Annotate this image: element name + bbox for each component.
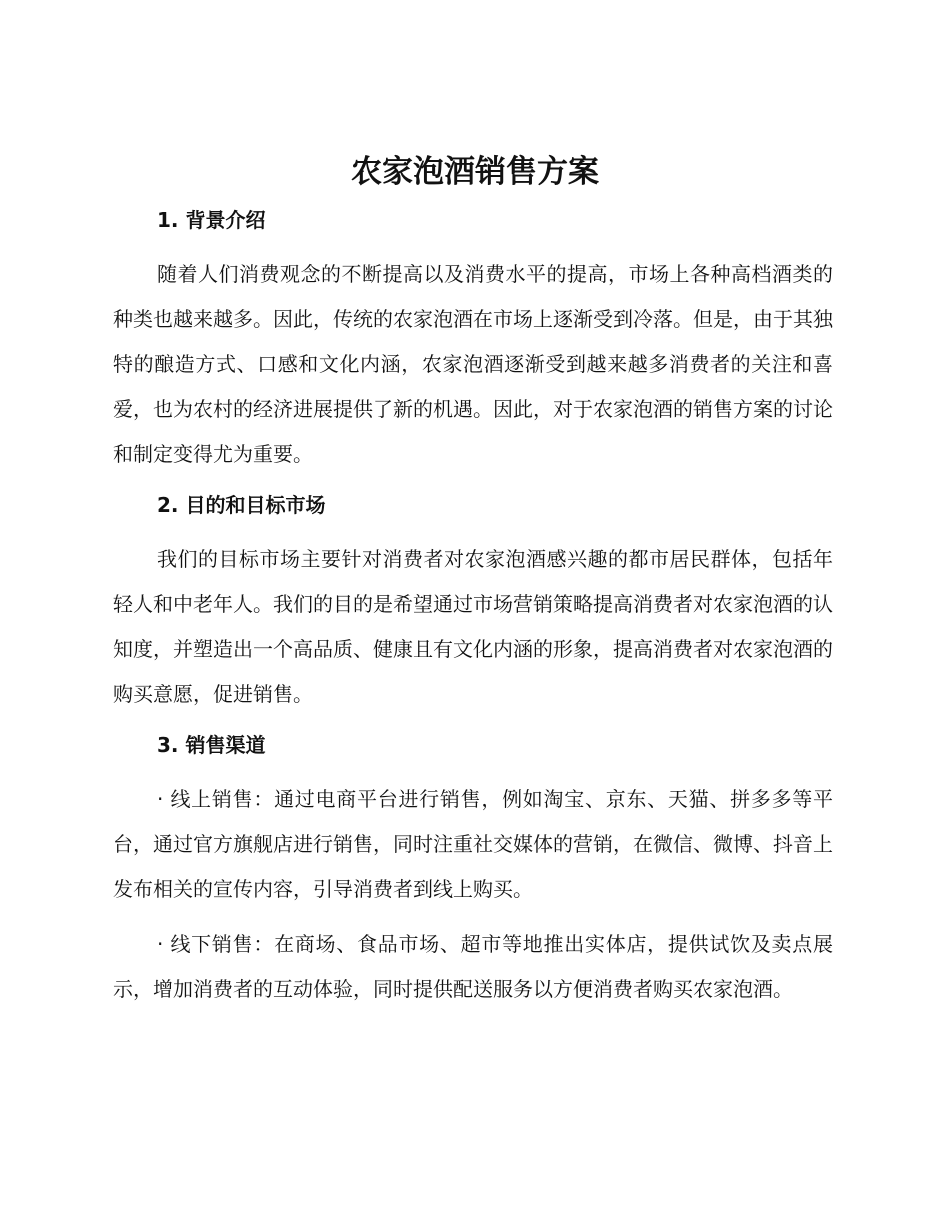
section-goals-market xyxy=(113,487,833,727)
spacer xyxy=(113,477,833,487)
spacer xyxy=(113,763,833,777)
paragraph-goals-market: 我们的目标市场主要针对消费者对农家泡酒感兴趣的都市居民群体，包括年轻人和中老年人。我们的目的是希望通过市场营销策略提高消费者对农家泡酒的认知度，并塑造出一个高品质、健康且有文化内涵的形象，提高消费者对农家泡酒的购买意愿，促进销售。 xyxy=(113,547,833,706)
section-heading-sales-channels: 3. 销售渠道 xyxy=(157,733,266,757)
paragraph-background: 随着人们消费观念的不断提高以及消费水平的提高，市场上各种高档酒类的种类也越来越多。因此，传统的农家泡酒在市场上逐渐受到冷落。但是，由于其独特的酿造方式、口感和文化内涵，农家泡酒逐渐受到越来越多消费者的关注和喜爱，也为农村的经济进展提供了新的机遇。因此，对于农家泡酒的销售方案的讨论和制定变得尤为重要。 xyxy=(113,262,833,466)
spacer xyxy=(113,717,833,727)
section-heading-background: 1. 背景介绍 xyxy=(157,208,266,232)
paragraph-offline-sales: · 线下销售：在商场、食品市场、超市等地推出实体店，提供试饮及卖点展示，增加消费者的互动体验，同时提供配送服务以方便消费者购买农家泡酒。 xyxy=(113,932,833,1001)
section-background xyxy=(113,202,833,487)
spacer xyxy=(113,912,833,922)
section-sales-channels xyxy=(113,727,833,1012)
spacer xyxy=(113,238,833,252)
page-title: 农家泡酒销售方案 xyxy=(351,154,599,190)
document-content xyxy=(113,202,833,1012)
paragraph-online-sales: · 线上销售：通过电商平台进行销售，例如淘宝、京东、天猫、拼多多等平台，通过官方旗舰店进行销售，同时注重社交媒体的营销，在微信、微博、抖音上发布相关的宣传内容，引导消费者到线上购买。 xyxy=(113,787,833,901)
spacer xyxy=(113,523,833,537)
section-heading-goals-market: 2. 目的和目标市场 xyxy=(157,493,326,517)
